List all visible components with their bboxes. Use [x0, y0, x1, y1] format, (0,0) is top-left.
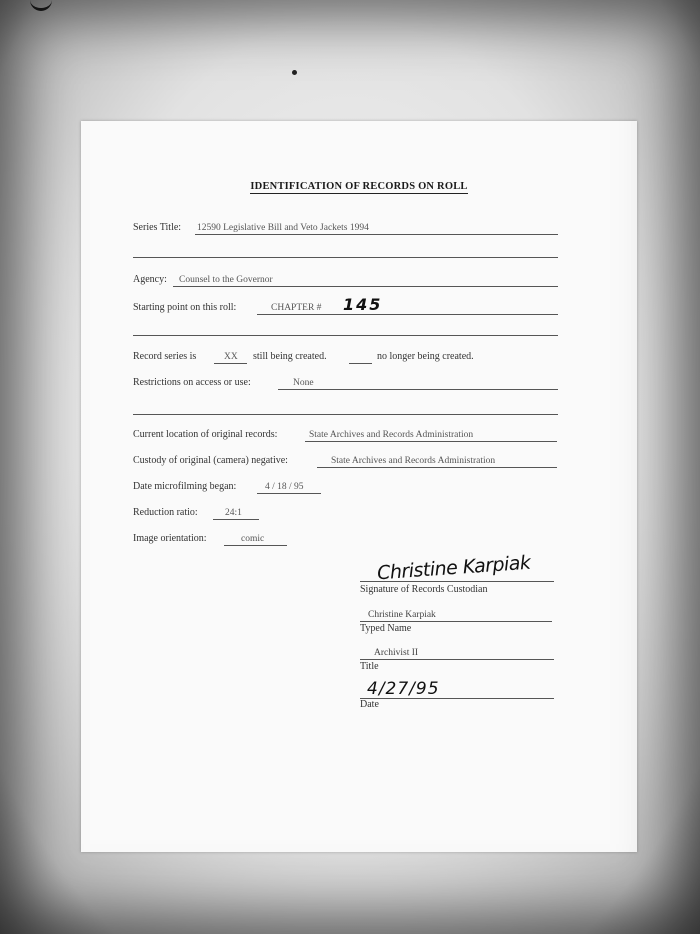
typed-name-caption: Typed Name — [360, 623, 412, 634]
agency-row — [133, 271, 558, 287]
record-series-mark: XX — [224, 352, 238, 362]
location-row — [133, 426, 558, 442]
series-title-row — [133, 219, 558, 235]
custodian-signature-handwritten: Christine Karpiak — [376, 551, 532, 585]
typed-name-value: Christine Karpiak — [368, 610, 436, 620]
agency-label: Agency: — [133, 274, 167, 285]
restrictions-field[interactable] — [278, 375, 558, 390]
still-being-created-checkbox[interactable] — [214, 349, 247, 364]
title-value: Archivist II — [374, 648, 419, 658]
still-being-created-label: still being created. — [253, 351, 327, 362]
signature-line[interactable] — [360, 581, 554, 582]
reduction-value: 24:1 — [225, 508, 242, 518]
starting-point-label: Starting point on this roll: — [133, 302, 237, 313]
restrictions-value: None — [293, 378, 314, 388]
no-longer-created-label: no longer being created. — [377, 351, 474, 362]
agency-field[interactable] — [173, 272, 558, 287]
location-value: State Archives and Records Administration — [309, 430, 474, 440]
title-caption: Title — [360, 661, 379, 672]
date-handwritten: 4/27/95 — [367, 679, 440, 699]
orientation-label: Image orientation: — [133, 533, 207, 544]
film-edge-mark — [30, 0, 52, 11]
dust-speck — [292, 70, 297, 75]
custody-value: State Archives and Records Administration — [331, 456, 496, 466]
reduction-label: Reduction ratio: — [133, 507, 198, 518]
record-series-label: Record series is — [133, 351, 197, 362]
no-longer-created-checkbox[interactable] — [349, 349, 372, 364]
starting-point-value: CHAPTER # — [271, 303, 322, 313]
date-began-value: 4 / 18 / 95 — [265, 482, 304, 492]
signature-caption: Signature of Records Custodian — [360, 584, 488, 595]
date-began-field[interactable] — [257, 479, 321, 494]
date-caption: Date — [360, 699, 379, 710]
custody-label: Custody of original (camera) negative: — [133, 455, 288, 466]
date-began-row — [133, 478, 373, 494]
location-label: Current location of original records: — [133, 429, 278, 440]
custody-row — [133, 452, 558, 468]
date-began-label: Date microfilming began: — [133, 481, 237, 492]
restrictions-label: Restrictions on access or use: — [133, 377, 251, 388]
records-form-page — [81, 121, 637, 852]
title-line[interactable] — [360, 659, 554, 660]
custody-field[interactable] — [317, 453, 557, 468]
blank-line — [133, 257, 558, 258]
restrictions-row — [133, 374, 558, 390]
orientation-field[interactable] — [224, 531, 287, 546]
location-field[interactable] — [305, 427, 557, 442]
typed-name-line[interactable] — [360, 621, 552, 622]
reduction-row — [133, 504, 333, 520]
orientation-value: comic — [241, 534, 265, 544]
blank-line — [133, 414, 558, 415]
starting-point-row — [133, 295, 558, 315]
series-title-field[interactable] — [195, 220, 558, 235]
starting-point-field[interactable] — [257, 294, 558, 315]
reduction-field[interactable] — [213, 505, 259, 520]
chapter-number-handwritten: 145 — [343, 295, 383, 314]
date-line[interactable] — [360, 698, 554, 699]
agency-value: Counsel to the Governor — [179, 275, 273, 285]
orientation-row — [133, 530, 373, 546]
series-title-label: Series Title: — [133, 222, 182, 233]
series-title-value: 12590 Legislative Bill and Veto Jackets 1994 — [197, 223, 369, 233]
blank-line — [133, 335, 558, 336]
form-title: IDENTIFICATION OF RECORDS ON ROLL — [250, 181, 468, 192]
record-series-row — [133, 348, 558, 364]
